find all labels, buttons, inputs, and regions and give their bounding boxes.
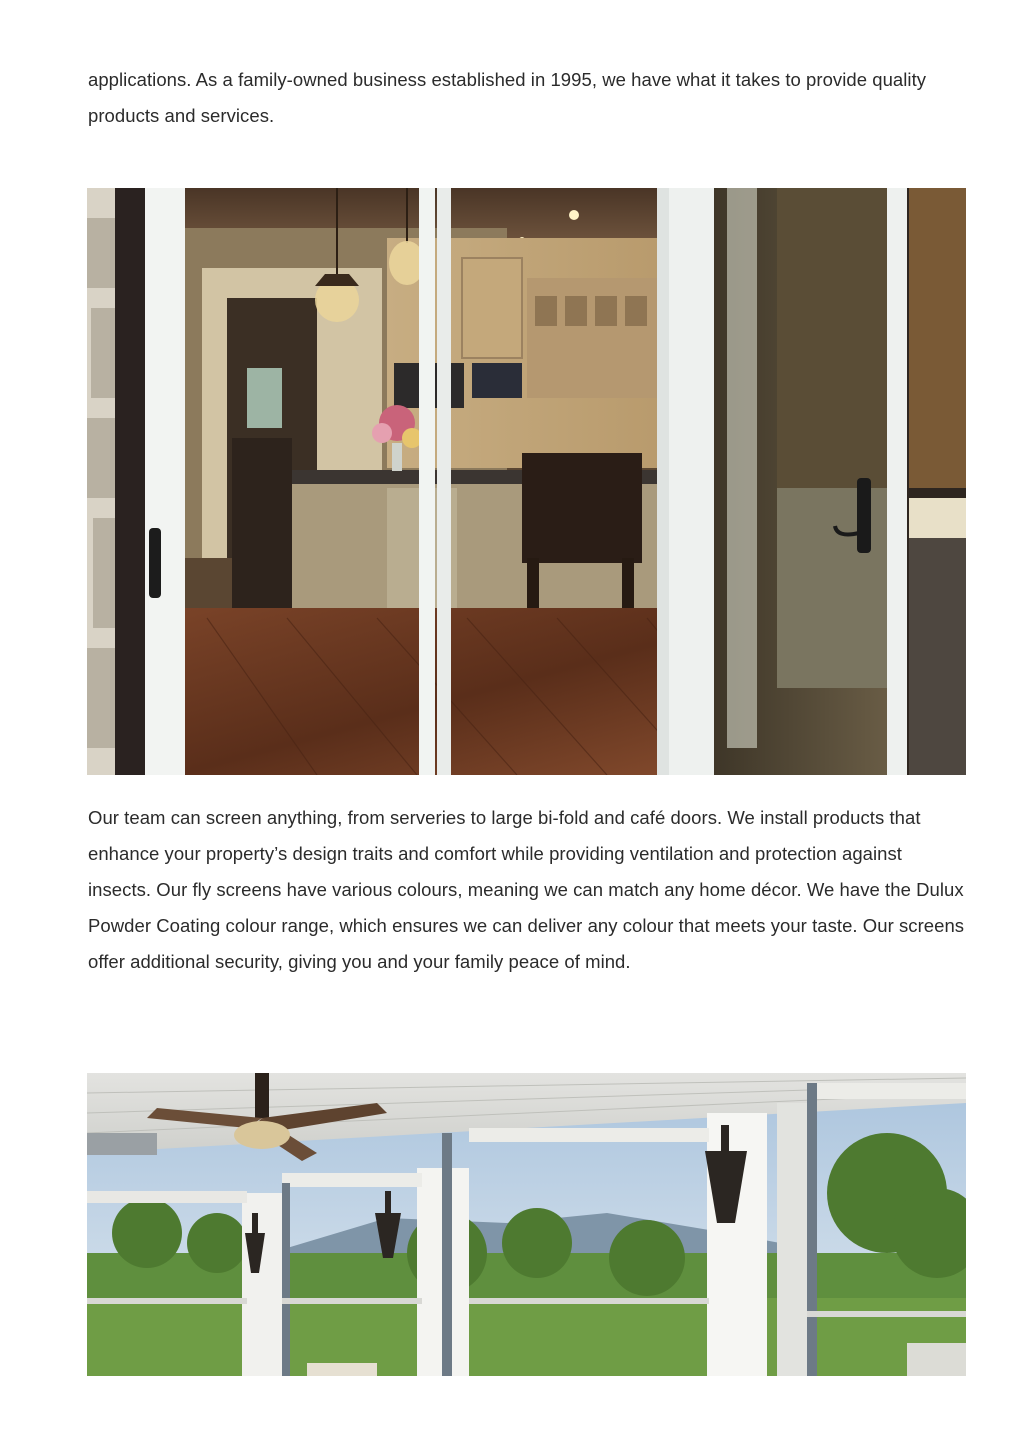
patio-photo-illustration [87,1073,966,1376]
team-paragraph: Our team can screen anything, from serveries to large bi-fold and café doors. We install products that enhance your property’s design traits and comfort while providing ventilation and protection against insects. Our fly screens have various colours, meaning we can match any home décor. We have the Dulux Powder Coating colour range, which ensures we can deliver any colour that meets your taste. Our screens offer additional security, giving you and your family peace of mind. [88,807,965,972]
patio-screen-enclosure-photo [87,1073,966,1376]
kitchen-screen-door-photo [87,188,966,775]
intro-paragraph: applications. As a family-owned business established in 1995, we have what it takes to provide quality products and services. [88,69,927,126]
kitchen-photo-illustration [87,188,966,775]
